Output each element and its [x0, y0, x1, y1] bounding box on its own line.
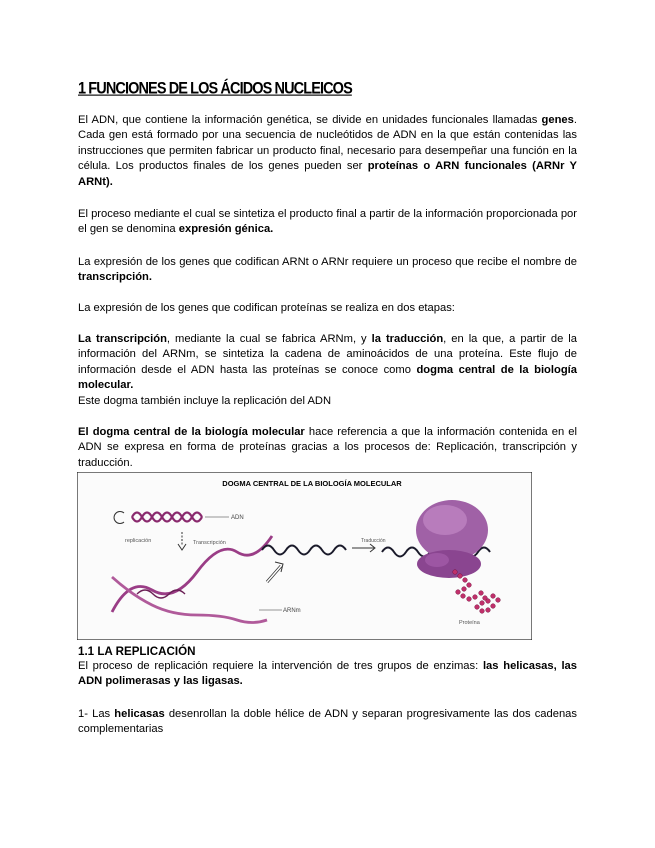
label-arnm: ARNm — [283, 608, 301, 614]
paragraph-replicacion — [78, 659, 577, 690]
bold-term: las helicasas, las ADN polimerasas y las ligasas. — [78, 660, 577, 688]
text: desenrollan la doble hélice de ADN y separan progresivamente las dos cadenas complementarias — [78, 708, 578, 736]
text: El proceso de replicación requiere la intervención de tres grupos de enzimas: — [78, 660, 483, 672]
bold-term: transcripción. — [78, 271, 152, 284]
text: , en la que, a partir de la información del ARNm, se sintetiza la cadena de aminoácidos de una proteína. Este flujo de información desde el ADN hasta las proteínas se conoce como — [78, 333, 577, 376]
bold-term: El dogma central de la biología molecular — [78, 426, 305, 438]
bold-term: genes — [541, 114, 574, 126]
ribosome — [416, 500, 488, 578]
label-replicacion: replicación — [125, 538, 152, 544]
dogma-central-figure — [77, 472, 532, 640]
text: Este dogma también incluye la replicación del ADN — [78, 394, 332, 407]
text: . Cada gen está formado por una secuencia de nucleótidos de ADN en la que están contenidas las instrucciones que permiten fabricar un producto final, necesario para desempeñar una función en la célula. Los productos finales de los genes pueden ser — [78, 114, 577, 173]
label-traduccion: Traducción — [361, 538, 386, 544]
bold-term: helicasas — [114, 708, 165, 720]
label-proteina: Proteína — [459, 620, 480, 626]
text: , mediante la cual se fabrica ARNm, y — [166, 333, 372, 345]
paragraph-transcripcion — [78, 255, 577, 286]
paragraph-dogma — [78, 332, 577, 409]
paragraph-etapas — [78, 301, 577, 316]
text: 1- Las — [78, 708, 115, 720]
bold-term: la traducción — [371, 333, 444, 345]
bold-term: La transcripción — [78, 333, 167, 345]
bold-term: proteínas o ARN funcionales (ARNr Y ARNt). — [78, 160, 578, 188]
label-transcripcion: Transcripción — [193, 540, 226, 546]
paragraph-dogma-central — [78, 425, 577, 471]
text: El proceso mediante el cual se sintetiza el producto final a partir de la información proporcionada por el gen se denomina — [78, 208, 577, 236]
paragraph-expresion — [78, 207, 577, 238]
text: La expresión de los genes que codifican ARNt o ARNr requiere un proceso que recibe el nombre de — [78, 256, 577, 268]
page-title: 1 FUNCIONES DE LOS ÁCIDOS NUCLEICOS — [78, 80, 352, 98]
paragraph-helicasas — [78, 707, 577, 738]
text: El ADN, que contiene la información genética, se divide en unidades funcionales llamadas — [78, 114, 542, 126]
paragraph-genes — [78, 113, 577, 190]
figure-title: DOGMA CENTRAL DE LA BIOLOGÍA MOLECULAR — [222, 479, 402, 488]
section-heading: 1.1 LA REPLICACIÓN — [78, 645, 196, 658]
text: La expresión de los genes que codifican proteínas se realiza en dos etapas: — [78, 302, 455, 314]
bold-term: expresión génica. — [178, 223, 274, 236]
text: hace referencia a que la información contenida en el ADN se expresa en forma de proteínas gracias a los procesos de: Replicación, transcripción y traducción. — [78, 426, 578, 469]
bold-term: dogma central de la biología molecular. — [78, 363, 578, 392]
label-adn: ADN — [231, 515, 244, 521]
